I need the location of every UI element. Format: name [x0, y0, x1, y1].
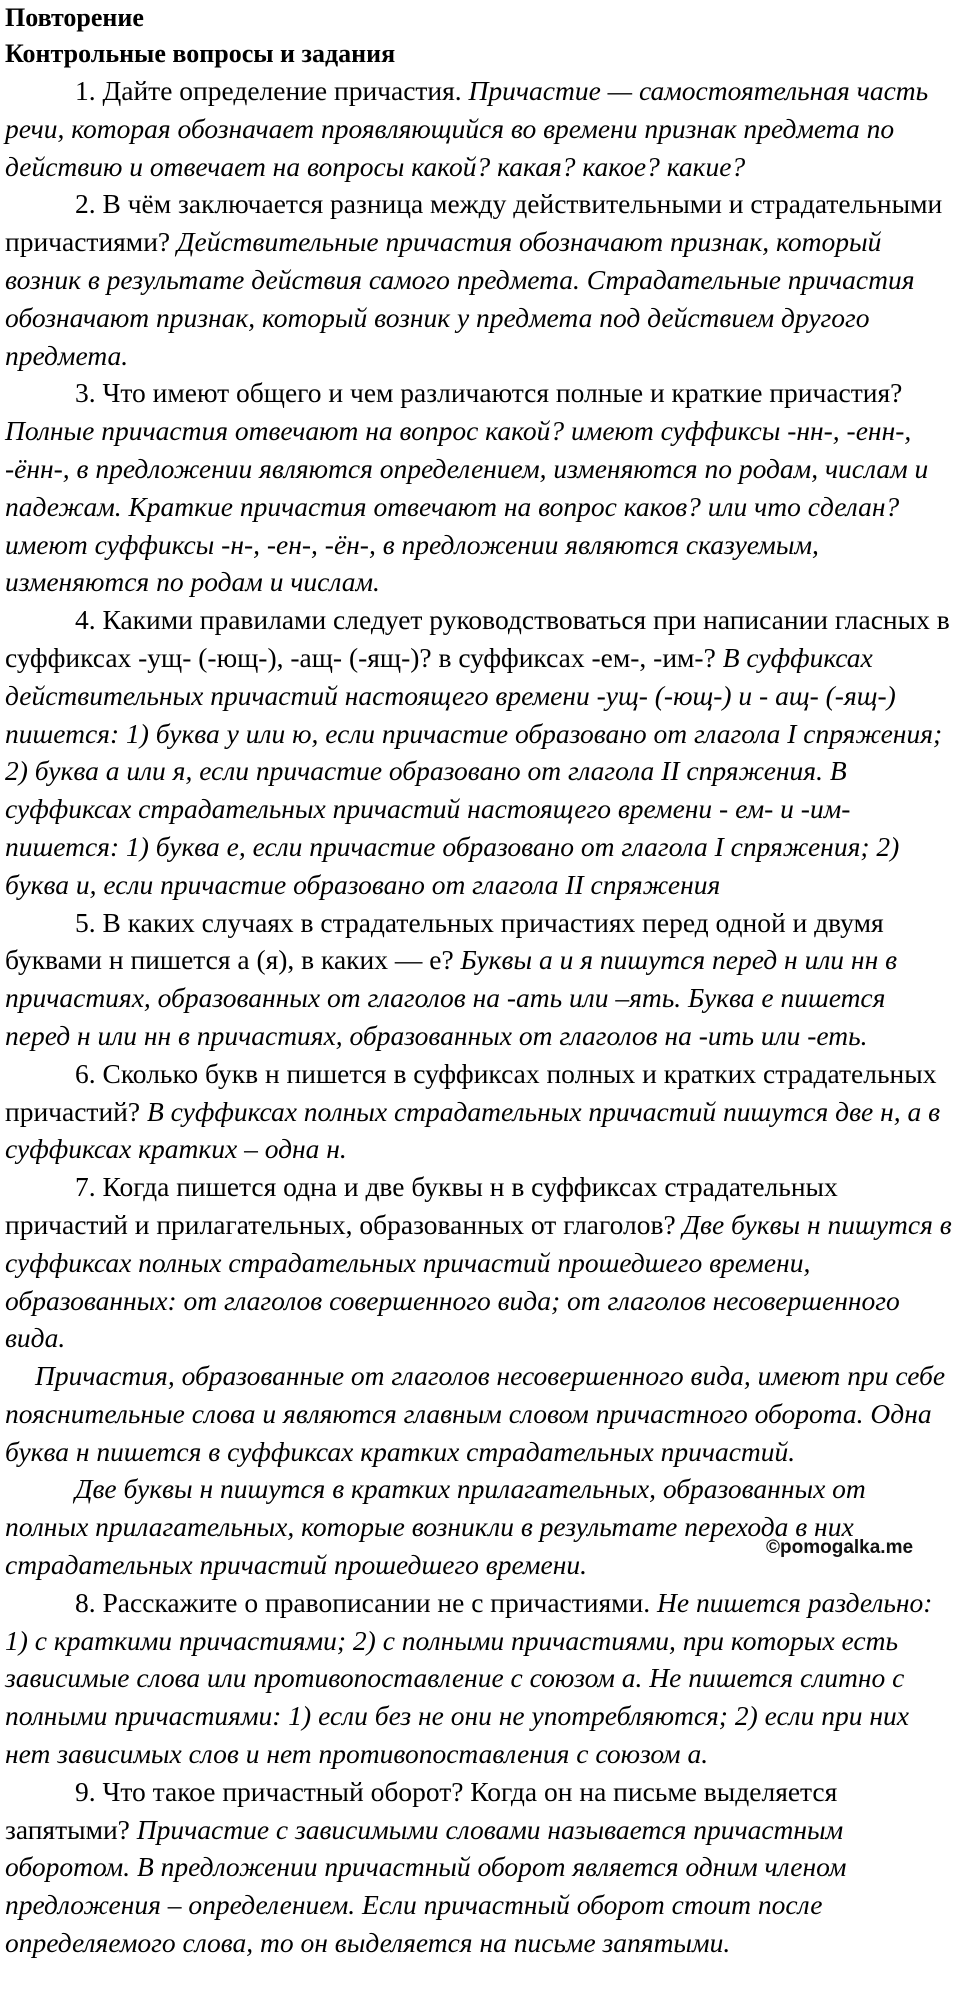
question-text: 2. В чём заключается разница между действительными и страдательными причастиями? [5, 188, 943, 258]
question-text: 7. Когда пишется одна и две буквы н в суффиксах страдательных причастий и прилагательных, образованных от глаголов? [5, 1171, 838, 1240]
answer-text: Две буквы н пишутся в суффиксах полных страдательных причастий прошедшего времени, образованных: от глаголов совершенного вида; от глаголов несовершенного вида. [5, 1208, 952, 1354]
answer-text: Не пишется раздельно: 1) с краткими причастиями; 2) с полными причастиями, при которых есть зависимые слова или противопоставление с союзом а. Не пишется слитно с полными причастиями: 1) если без не они не употребляются; 2) если при них нет зависимых слов и нет противопоставления с союзом а. [5, 1586, 933, 1770]
question-block-9 [5, 1773, 952, 1962]
question-text: 9. Что такое причастный оборот? Когда он на письме выделяется запятыми? [5, 1775, 838, 1845]
answer-text: Действительные причастия обозначают признак, который возник в результате действия самого предмета. Страдательные причастия обозначают признак, который возник у предмета под действием другого предмета. [5, 226, 915, 371]
question-text: 6. Сколько букв н пишется в суффиксах полных и кратких страдательных причастий? [5, 1057, 937, 1127]
question-block-4 [5, 601, 952, 903]
question-block-3 [5, 374, 952, 601]
question-block-7 [5, 1168, 952, 1357]
question-block-6 [5, 1055, 952, 1168]
question-text: 4. Какими правилами следует руководствоваться при написании гласных в суффиксах -ущ- (-ющ-), -ащ- (-ящ-)? в суффиксах -ем-, -им-? [5, 604, 950, 673]
answer-text: Полные причастия отвечают на вопрос какой? имеют суффиксы -нн-, -енн-, -ённ-, в предложении являются определением, изменяются по родам, числам и падежам. Краткие причастия отвечают на вопрос каков? или что сделан? имеют суффиксы -н-, -ен-, -ён-, в предложении являются сказуемым, изменяются по родам и числам. [5, 415, 929, 598]
question-block-1 [5, 72, 952, 185]
answer-text: Буквы а и я пишутся перед н или нн в причастиях, образованных от глаголов на -ать или –ять. Буква е пишется перед н или нн в причастиях, образованных от глаголов на -ить или -еть. [5, 944, 898, 1051]
question-block-8 [5, 1584, 952, 1773]
page-title: Повторение [5, 3, 144, 32]
answer-text: В суффиксах полных страдательных причастий пишутся две н, а в суффиксах кратких – одна н. [5, 1095, 941, 1165]
extra-paragraph-2: Две буквы н пишутся в кратких прилагательных, образованных от полных прилагательных, которые возникли в результате перехода в них страдательных причастий прошедшего времени. [5, 1473, 866, 1581]
question-block-2 [5, 185, 952, 374]
extra-paragraph-1: Причастия, образованные от глаголов несовершенного вида, имеют при себе пояснительные слова и являются главным словом причастного оборота. Одна буква н пишется в суффиксах кратких страдательных причастий. [5, 1360, 946, 1467]
answer-text: Причастие с зависимыми словами называется причастным оборотом. В предложении причастный оборот является одним членом предложения – определением. Если причастный оборот стоит после определяемого слова, то он выделяется на письме запятыми. [5, 1813, 847, 1959]
page-subtitle: Контрольные вопросы и задания [5, 39, 396, 68]
question-text: 5. В каких случаях в страдательных причастиях перед одной и двумя буквами н пишется а (я), в каких — е? [5, 906, 884, 976]
watermark: ©pomogalka.me [766, 1537, 914, 1558]
question-text: 1. Дайте определение причастия. [75, 75, 462, 106]
question-block-5 [5, 904, 952, 1055]
question-text: 8. Расскажите о правописании не с причастиями. [75, 1586, 651, 1618]
question-text: 3. Что имеют общего и чем различаются полные и краткие причастия? [75, 377, 903, 409]
answer-text: В суффиксах действительных причастий настоящего времени -ущ- (-ющ-) и - ащ- (-ящ-) пишется: 1) буква у или ю, если причастие образовано от глагола I спряжения; 2) буква а или я, если причастие образовано от глагола II спряжения. В суффиксах страдательных причастий настоящего времени - ем- и -им- пишется: 1) буква е, если причастие образовано от глагола I спряжения; 2) буква и, если причастие образовано от глагола II спряжения [5, 641, 943, 900]
answer-text: Причастие — самостоятельная часть речи, которая обозначает проявляющийся во времени признак предмета по действию и отвечает на вопросы какой? какая? какое? какие? [5, 75, 929, 182]
